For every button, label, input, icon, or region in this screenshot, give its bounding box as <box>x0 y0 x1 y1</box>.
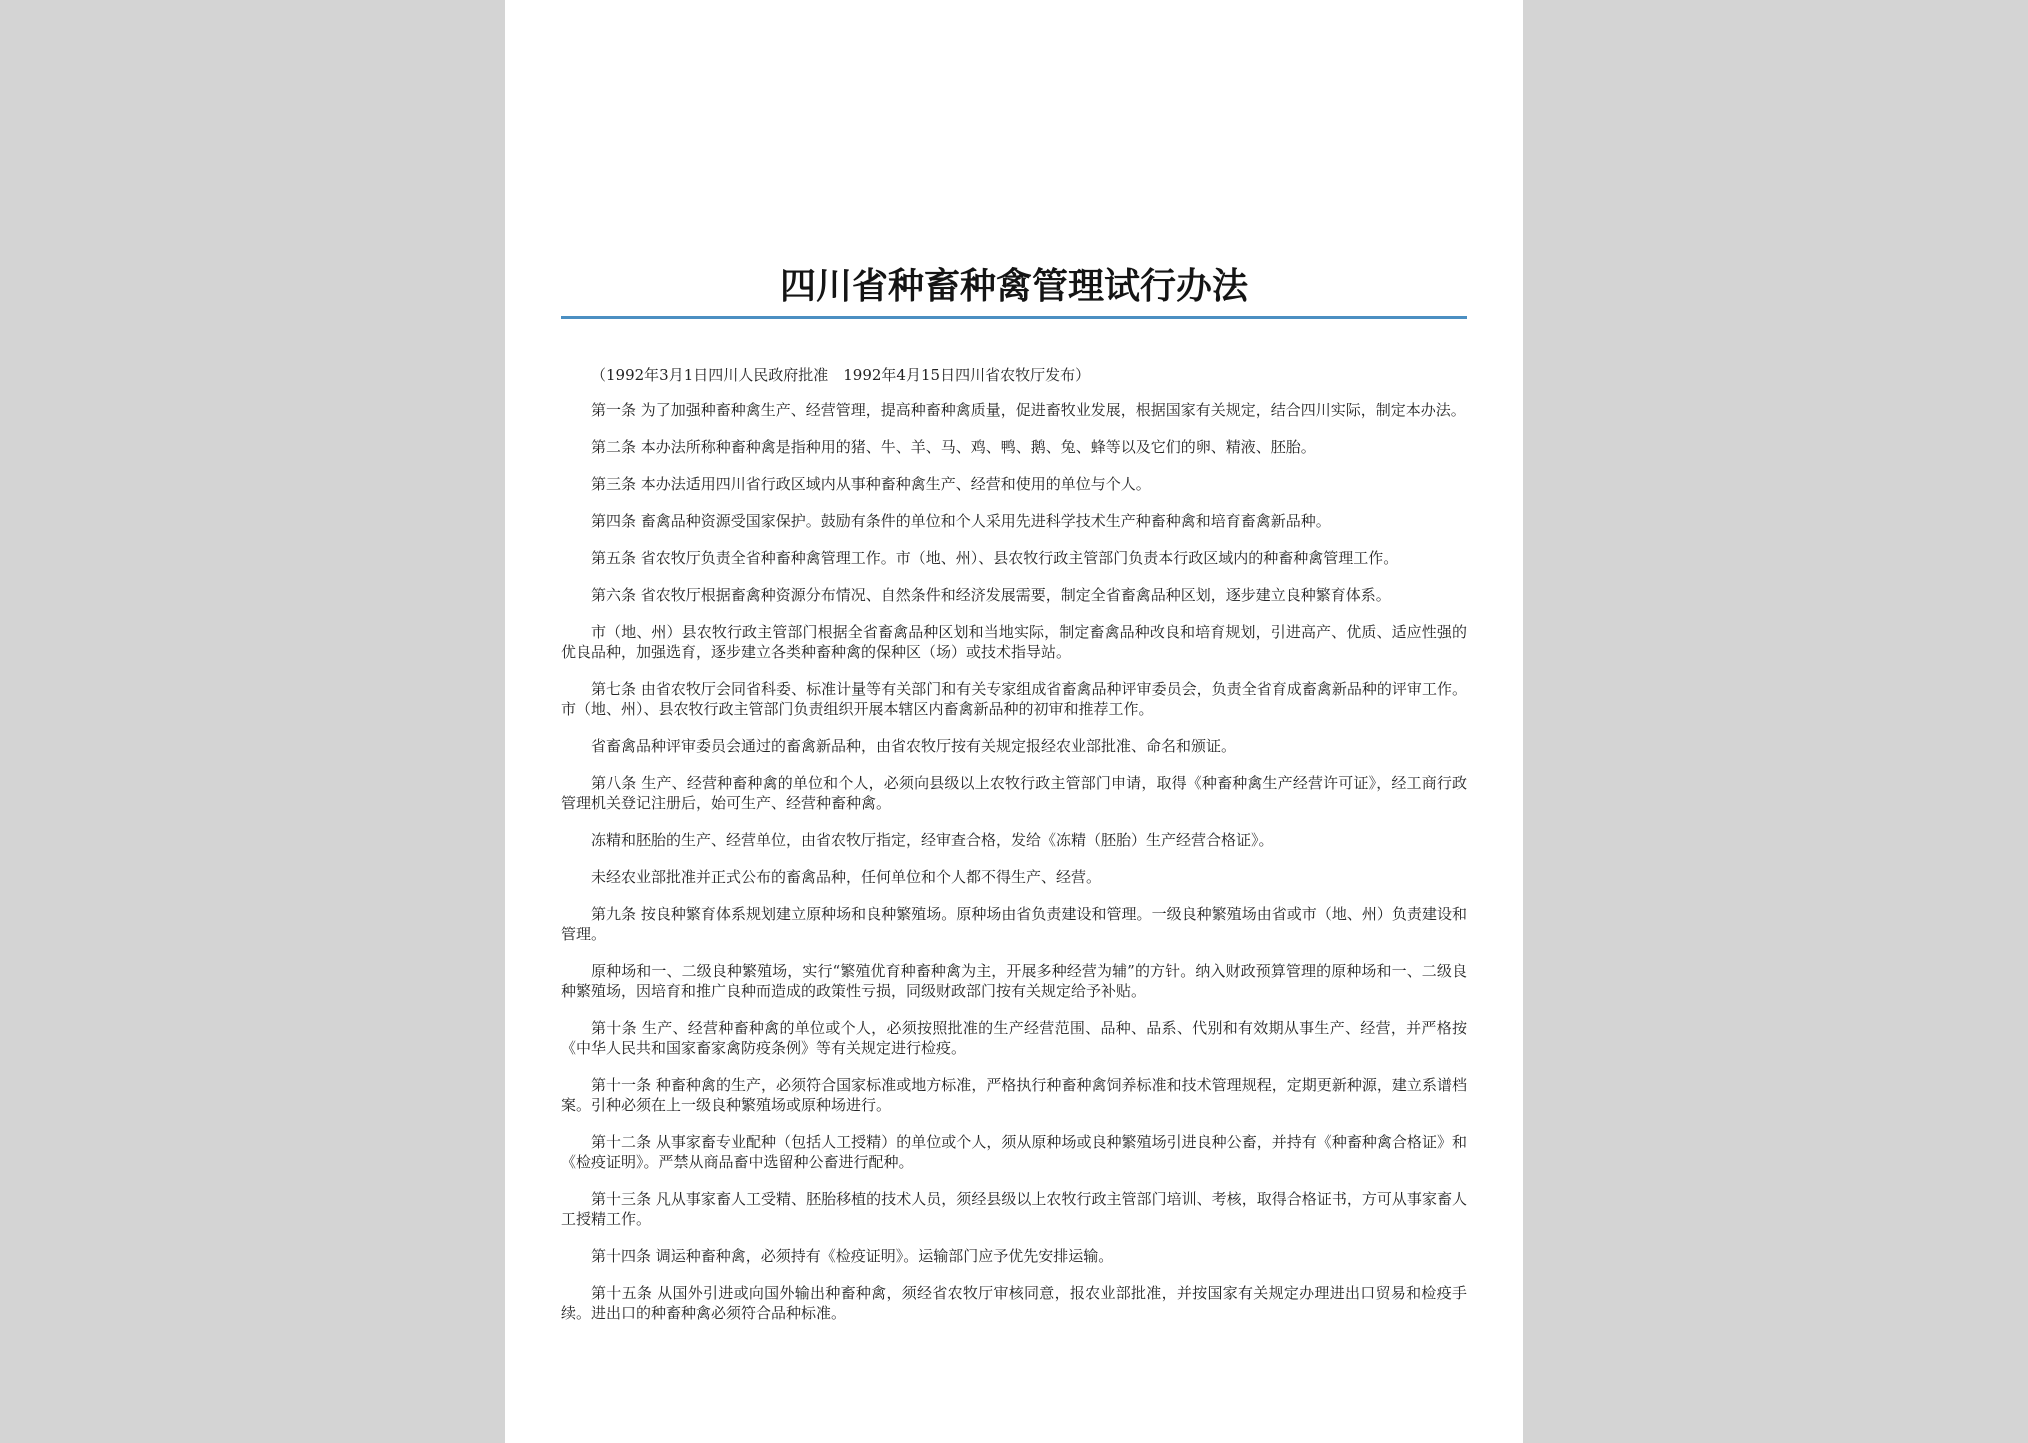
article-15: 第十五条 从国外引进或向国外输出种畜种禽，须经省农牧厅审核同意，报农业部批准，并按国家有关规定办理进出口贸易和检疫手续。进出口的种畜种禽必须符合品种标准。 <box>561 1284 1467 1322</box>
document-title: 四川省种畜种禽管理试行办法 <box>779 265 1248 307</box>
article-10: 第十条 生产、经营种畜种禽的单位或个人，必须按照批准的生产经营范围、品种、品系、代别和有效期从事生产、经营，并严格按《中华人民共和国家畜家禽防疫条例》等有关规定进行检疫。 <box>561 1019 1467 1057</box>
article-7: 第七条 由省农牧厅会同省科委、标准计量等有关部门和有关专家组成省畜禽品种评审委员会，负责全省育成畜禽新品种的评审工作。市（地、州）、县农牧行政主管部门负责组织开展本辖区内畜禽新品种的初审和推荐工作。 <box>561 680 1467 718</box>
article-14: 第十四条 调运种畜种禽，必须持有《检疫证明》。运输部门应予优先安排运输。 <box>591 1247 1114 1265</box>
article-7-continued: 省畜禽品种评审委员会通过的畜禽新品种，由省农牧厅按有关规定报经农业部批准、命名和颁证。 <box>591 737 1237 755</box>
title-underline <box>561 316 1467 319</box>
article-12: 第十二条 从事家畜专业配种（包括人工授精）的单位或个人，须从原种场或良种繁殖场引进良种公畜，并持有《种畜种禽合格证》和《检疫证明》。严禁从商品畜中选留种公畜进行配种。 <box>561 1133 1467 1171</box>
article-8: 第八条 生产、经营种畜种禽的单位和个人，必须向县级以上农牧行政主管部门申请，取得《种畜种禽生产经营许可证》，经工商行政管理机关登记注册后，始可生产、经营种畜种禽。 <box>561 774 1467 812</box>
approval-note: （1992年3月1日四川人民政府批准 1992年4月15日四川省农牧厅发布） <box>591 366 1091 384</box>
document-body <box>561 365 1467 1340</box>
article-1: 第一条 为了加强种畜种禽生产、经营管理，提高种畜种禽质量，促进畜牧业发展，根据国家有关规定，结合四川实际，制定本办法。 <box>591 401 1466 419</box>
article-4: 第四条 畜禽品种资源受国家保护。鼓励有条件的单位和个人采用先进科学技术生产种畜种禽和培育畜禽新品种。 <box>591 512 1331 530</box>
article-5: 第五条 省农牧厅负责全省种畜种禽管理工作。市（地、州）、县农牧行政主管部门负责本行政区域内的种畜种禽管理工作。 <box>591 549 1399 567</box>
article-13: 第十三条 凡从事家畜人工受精、胚胎移植的技术人员，须经县级以上农牧行政主管部门培训、考核，取得合格证书，方可从事家畜人工授精工作。 <box>561 1190 1467 1228</box>
article-9: 第九条 按良种繁育体系规划建立原种场和良种繁殖场。原种场由省负责建设和管理。一级良种繁殖场由省或市（地、州）负责建设和管理。 <box>561 905 1467 943</box>
article-8-continued: 冻精和胚胎的生产、经营单位，由省农牧厅指定，经审查合格，发给《冻精（胚胎）生产经营合格证》。 <box>591 831 1274 849</box>
document-page <box>505 0 1523 1443</box>
article-8-continued-2: 未经农业部批准并正式公布的畜禽品种，任何单位和个人都不得生产、经营。 <box>591 868 1102 886</box>
article-6: 第六条 省农牧厅根据畜禽种资源分布情况、自然条件和经济发展需要，制定全省畜禽品种区划，逐步建立良种繁育体系。 <box>591 586 1391 604</box>
article-6-continued: 市（地、州）县农牧行政主管部门根据全省畜禽品种区划和当地实际，制定畜禽品种改良和培育规划，引进高产、优质、适应性强的优良品种，加强选育，逐步建立各类种畜种禽的保种区（场）或技术指导站。 <box>561 623 1467 661</box>
article-3: 第三条 本办法适用四川省行政区域内从事种畜种禽生产、经营和使用的单位与个人。 <box>591 475 1151 493</box>
article-11: 第十一条 种畜种禽的生产，必须符合国家标准或地方标准，严格执行种畜种禽饲养标准和技术管理规程，定期更新种源，建立系谱档案。引种必须在上一级良种繁殖场或原种场进行。 <box>561 1076 1467 1114</box>
article-9-continued: 原种场和一、二级良种繁殖场，实行“繁殖优育种畜种禽为主，开展多种经营为辅”的方针。纳入财政预算管理的原种场和一、二级良种繁殖场，因培育和推广良种而造成的政策性亏损，同级财政部门按有关规定给予补贴。 <box>561 962 1467 1000</box>
article-2: 第二条 本办法所称种畜种禽是指种用的猪、牛、羊、马、鸡、鸭、鹅、兔、蜂等以及它们的卵、精液、胚胎。 <box>591 438 1316 456</box>
